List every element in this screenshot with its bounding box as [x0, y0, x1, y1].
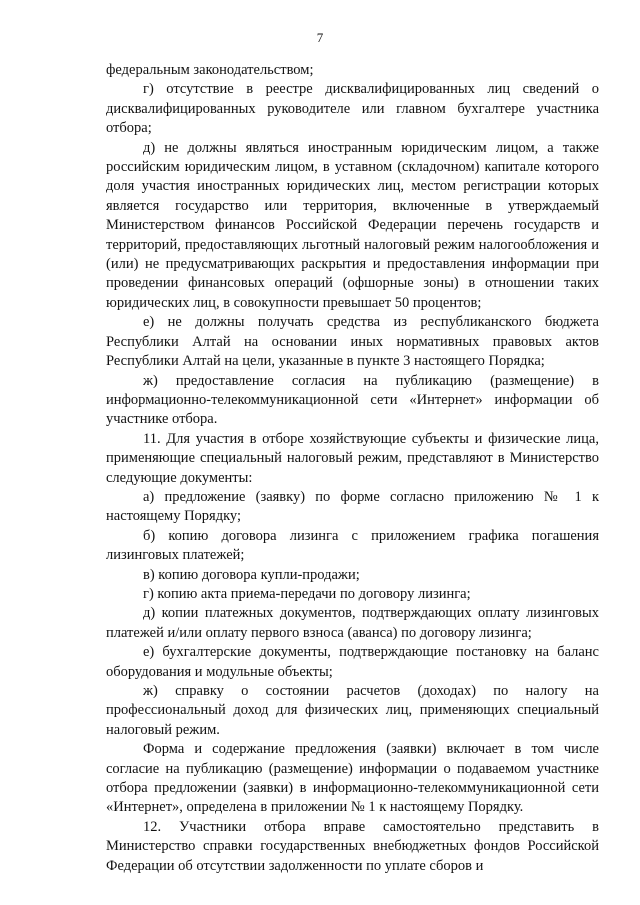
paragraph: г) копию акта приема-передачи по договору лизинга;: [143, 585, 471, 602]
paragraph: д) не должны являться иностранным юридическим лицом, а также российским юридическим лицом, в уставном (складочном) капитале которого доля участия иностранных юридических лиц, местом регистрации которых является государство или территория, включенные в утверждаемый Министерством финансов Российской Федерации перечень государств и территорий, предоставляющих льготный налоговый режим налогообложения и (или) не предусматривающих раскрытия и предоставления информации при проведении финансовых операций (офшорные зоны) в отношении таких юридических лиц, в совокупности превышает 50 процентов;: [106, 139, 599, 311]
document-body: [106, 61, 599, 876]
paragraph: е) не должны получать средства из республиканского бюджета Республики Алтай на основании иных нормативных правовых актов Республики Алтай на цели, указанные в пункте 3 настоящего Порядка;: [106, 314, 599, 370]
paragraph: 11. Для участия в отборе хозяйствующие субъекты и физические лица, применяющие специальный налоговый режим, представляют в Министерство следующие документы:: [106, 430, 599, 486]
paragraph: е) бухгалтерские документы, подтверждающие постановку на баланс оборудования и модульные объекты;: [106, 644, 599, 680]
paragraph: ж) справку о состоянии расчетов (доходах) по налогу на профессиональный доход для физических лиц, применяющих специальный налоговый режим.: [106, 683, 599, 738]
paragraph: в) копию договора купли-продажи;: [143, 566, 360, 583]
paragraph: а) предложение (заявку) по форме согласно приложению № 1 к настоящему Порядку;: [106, 488, 599, 525]
paragraph: г) отсутствие в реестре дисквалифицированных лиц сведений о дисквалифицированных руководителе или главном бухгалтере участника отбора;: [106, 81, 599, 137]
paragraph: Форма и содержание предложения (заявки) включает в том числе согласие на публикацию (размещение) информации о подаваемом участнике отбора предложении (заявки) в информационно-телекоммуникационной сети «Интернет», определена в приложении № 1 к настоящему Порядку.: [106, 741, 599, 816]
page-number: 7: [316, 30, 324, 45]
paragraph: б) копию договора лизинга с приложением графика погашения лизинговых платежей;: [106, 527, 599, 564]
paragraph: д) копии платежных документов, подтверждающих оплату лизинговых платежей и/или оплату первого взноса (аванса) по договору лизинга;: [106, 605, 599, 641]
paragraph: 12. Участники отбора вправе самостоятельно представить в Министерство справки государственных внебюджетных фондов Российской Федерации об отсутствии задолженности по уплате сборов и: [106, 818, 599, 874]
paragraph: ж) предоставление согласия на публикацию (размещение) в информационно-телекоммуникационной сети «Интернет» информации об участнике отбора.: [106, 372, 599, 428]
paragraph: федеральным законодательством;: [106, 62, 314, 78]
